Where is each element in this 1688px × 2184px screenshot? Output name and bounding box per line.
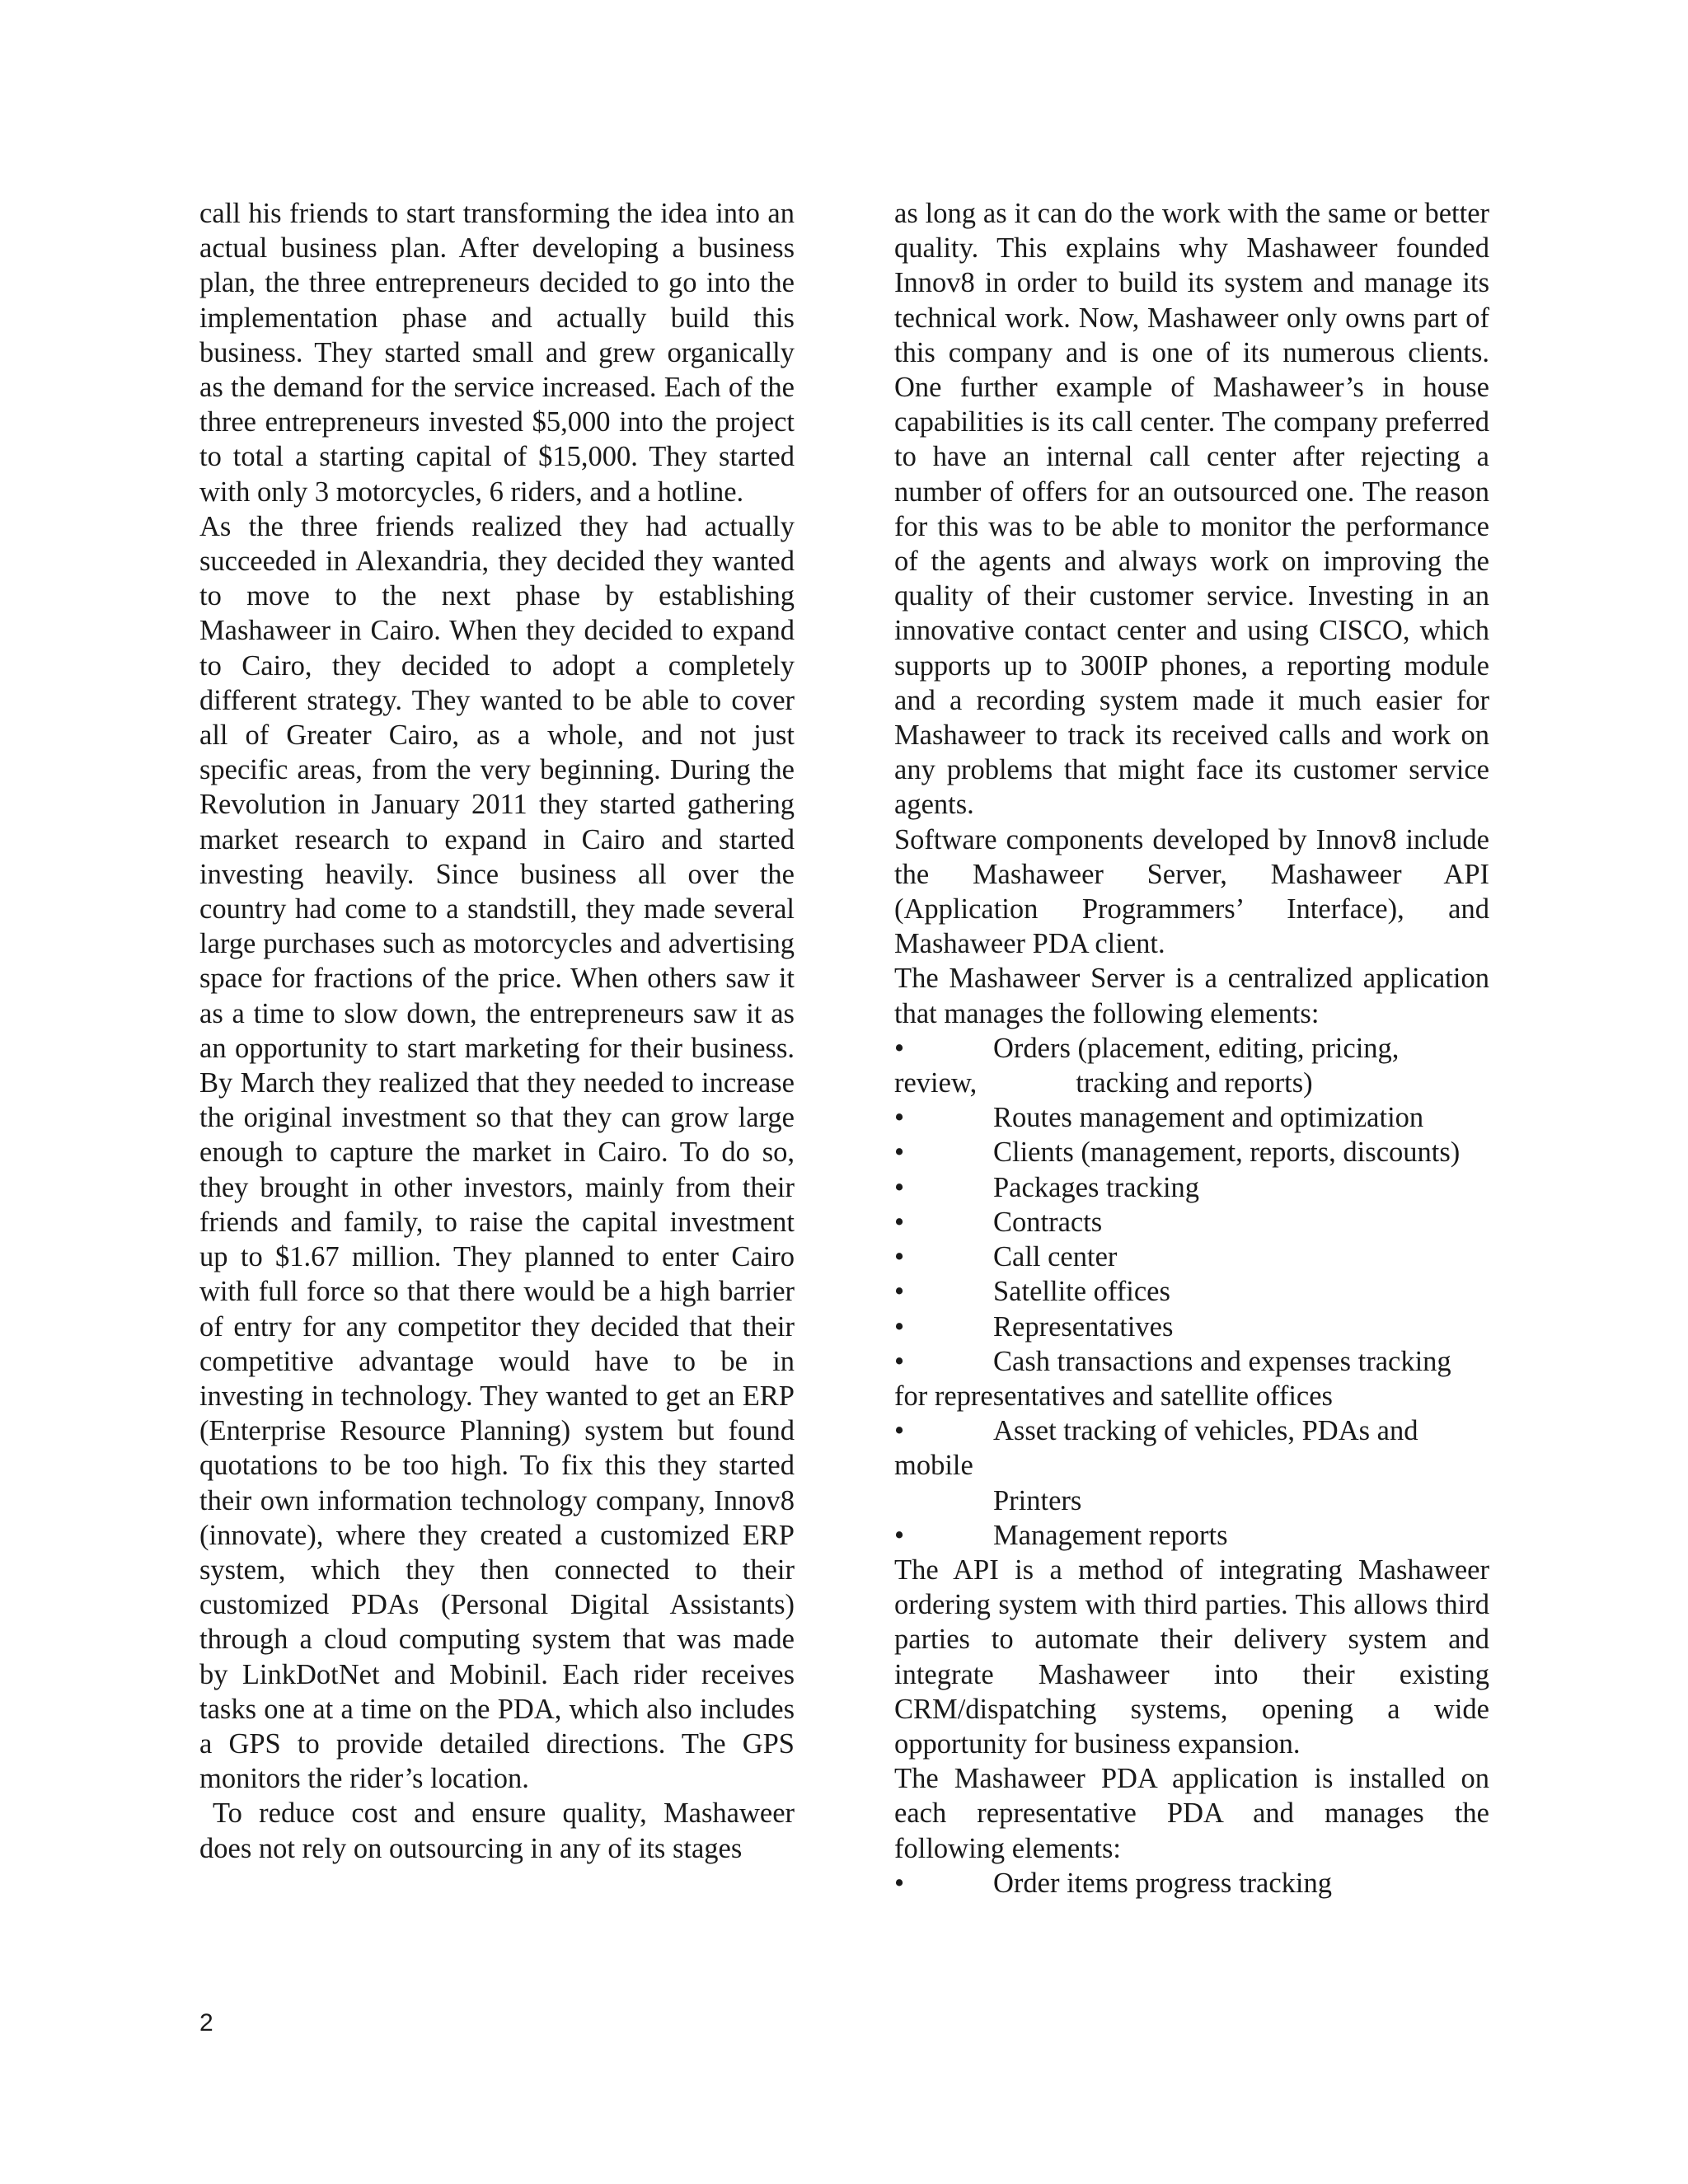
list-item-continuation: for representatives and satellite offices bbox=[894, 1380, 1333, 1412]
page-number: 2 bbox=[199, 2009, 213, 2036]
list-item: • Management reports bbox=[894, 1518, 1489, 1553]
right-column bbox=[894, 196, 1489, 1900]
bullet-icon: • bbox=[894, 1171, 905, 1203]
bullet-icon: • bbox=[894, 1867, 905, 1899]
paragraph-server-intro: The Mashaweer Server is a centralized application that manages the following elements: bbox=[894, 963, 1489, 1029]
paragraph-founding: call his friends to start transforming the idea into an actual business plan. After developing a business plan, the three entrepreneurs decided to go into the implementation phase and actually build this business. They started small and grew organically as the demand for the service increased. Each of the three entrepreneurs invested $5,000 into the project to total a starting capital of $15,000. They started with only 3 motorcycles, 6 riders, and a hotline. bbox=[199, 198, 795, 508]
paragraph-cost-quality: To reduce cost and ensure quality, Mashaweer does not rely on outsourcing in any of its stages bbox=[199, 1797, 795, 1864]
bullet-icon: • bbox=[894, 1345, 905, 1377]
paragraph-software-components: Software components developed by Innov8 include the Mashaweer Server, Mashaweer API (Application Programmers’ Interface), and Mashaweer PDA client. bbox=[894, 823, 1489, 960]
list-item: • Contracts bbox=[894, 1205, 1489, 1240]
bullet-icon: • bbox=[894, 1519, 905, 1551]
paragraph-api: The API is a method of integrating Mashaweer ordering system with third parties. This allows third parties to automate their delivery system and integrate Mashaweer into their existing CRM/dispatching systems, opening a wide opportunity for business expansion. bbox=[894, 1554, 1489, 1760]
list-item: • Clients (management, reports, discounts) bbox=[894, 1135, 1489, 1169]
list-item: • Cash transactions and expenses tracking bbox=[894, 1344, 1489, 1379]
list-item: • Order items progress tracking bbox=[894, 1866, 1489, 1900]
bullet-icon: • bbox=[894, 1032, 905, 1064]
left-column bbox=[199, 196, 795, 1866]
list-item-continuation: Printers bbox=[993, 1484, 1082, 1516]
paragraph-cairo-expansion: As the three friends realized they had actually succeeded in Alexandria, they decided they wanted to move to the next phase by establishing Mashaweer in Cairo. When they decided to expand to Cairo, they decided to adopt a completely different strategy. They wanted to be able to cover all of Greater Cairo, as a whole, and not just specific areas, from the very beginning. During the Revolution in January 2011 they started gathering market research to expand in Cairo and started investing heavily. Since business all over the country had come to a standstill, they made several large purchases such as motorcycles and advertising space for fractions of the price. When others saw it as a time to slow down, the entrepreneurs saw it as an opportunity to start marketing for their business. By March they realized that they needed to increase the original investment so that they can grow large enough to capture the market in Cairo. To do so, they brought in other investors, mainly from their friends and family, to raise the capital investment up to $1.67 million. They planned to enter Cairo with full force so that there would be a high barrier of entry for any competitor they decided that their competitive advantage would have to be in investing in technology. They wanted to get an ERP (Enterprise Resource Planning) system but found quotations to be too high. To fix this they started their own information technology company, Innov8 (innovate), where they created a customized ERP system, which they then connected to their customized PDAs (Personal Digital Assistants) through a cloud computing system that was made by LinkDotNet and Mobinil. Each rider receives tasks one at a time on the PDA, which also includes a GPS to provide detailed directions. The GPS monitors the rider’s location. bbox=[199, 510, 795, 1795]
list-item-continuation: review, tracking and reports) bbox=[894, 1067, 1313, 1099]
bullet-icon: • bbox=[894, 1206, 905, 1238]
server-elements-list bbox=[894, 1031, 1489, 1553]
list-item: • Routes management and optimization bbox=[894, 1100, 1489, 1135]
bullet-icon: • bbox=[894, 1310, 905, 1343]
bullet-icon: • bbox=[894, 1102, 905, 1134]
list-item: • Representatives bbox=[894, 1310, 1489, 1344]
list-item: • Call center bbox=[894, 1240, 1489, 1274]
bullet-icon: • bbox=[894, 1241, 905, 1273]
list-item: • Packages tracking bbox=[894, 1170, 1489, 1205]
list-item: • Orders (placement, editing, pricing, bbox=[894, 1031, 1489, 1066]
bullet-icon: • bbox=[894, 1137, 905, 1169]
bullet-icon: • bbox=[894, 1276, 905, 1308]
paragraph-innov8: as long as it can do the work with the same or better quality. This explains why Mashaweer founded Innov8 in order to build its system and manage its technical work. Now, Mashaweer only owns part of this company and is one of its numerous clients. One further example of Mashaweer’s in house capabilities is its call center. The company preferred to have an internal call center after rejecting a number of offers for an outsourced one. The reason for this was to be able to monitor the performance of the agents and always work on improving the quality of their customer service. Investing in an innovative contact center and using CISCO, which supports up to 300IP phones, a reporting module and a recording system made it much easier for Mashaweer to track its received calls and work on any problems that might face its customer service agents. bbox=[894, 198, 1489, 821]
list-item: • Satellite offices bbox=[894, 1274, 1489, 1309]
list-item: • Asset tracking of vehicles, PDAs and bbox=[894, 1413, 1489, 1448]
pda-elements-list bbox=[894, 1866, 1489, 1900]
bullet-icon: • bbox=[894, 1415, 905, 1447]
paragraph-pda-application: The Mashaweer PDA application is installed on each representative PDA and manages the following elements: bbox=[894, 1763, 1489, 1864]
list-item-continuation: mobile bbox=[894, 1450, 973, 1482]
